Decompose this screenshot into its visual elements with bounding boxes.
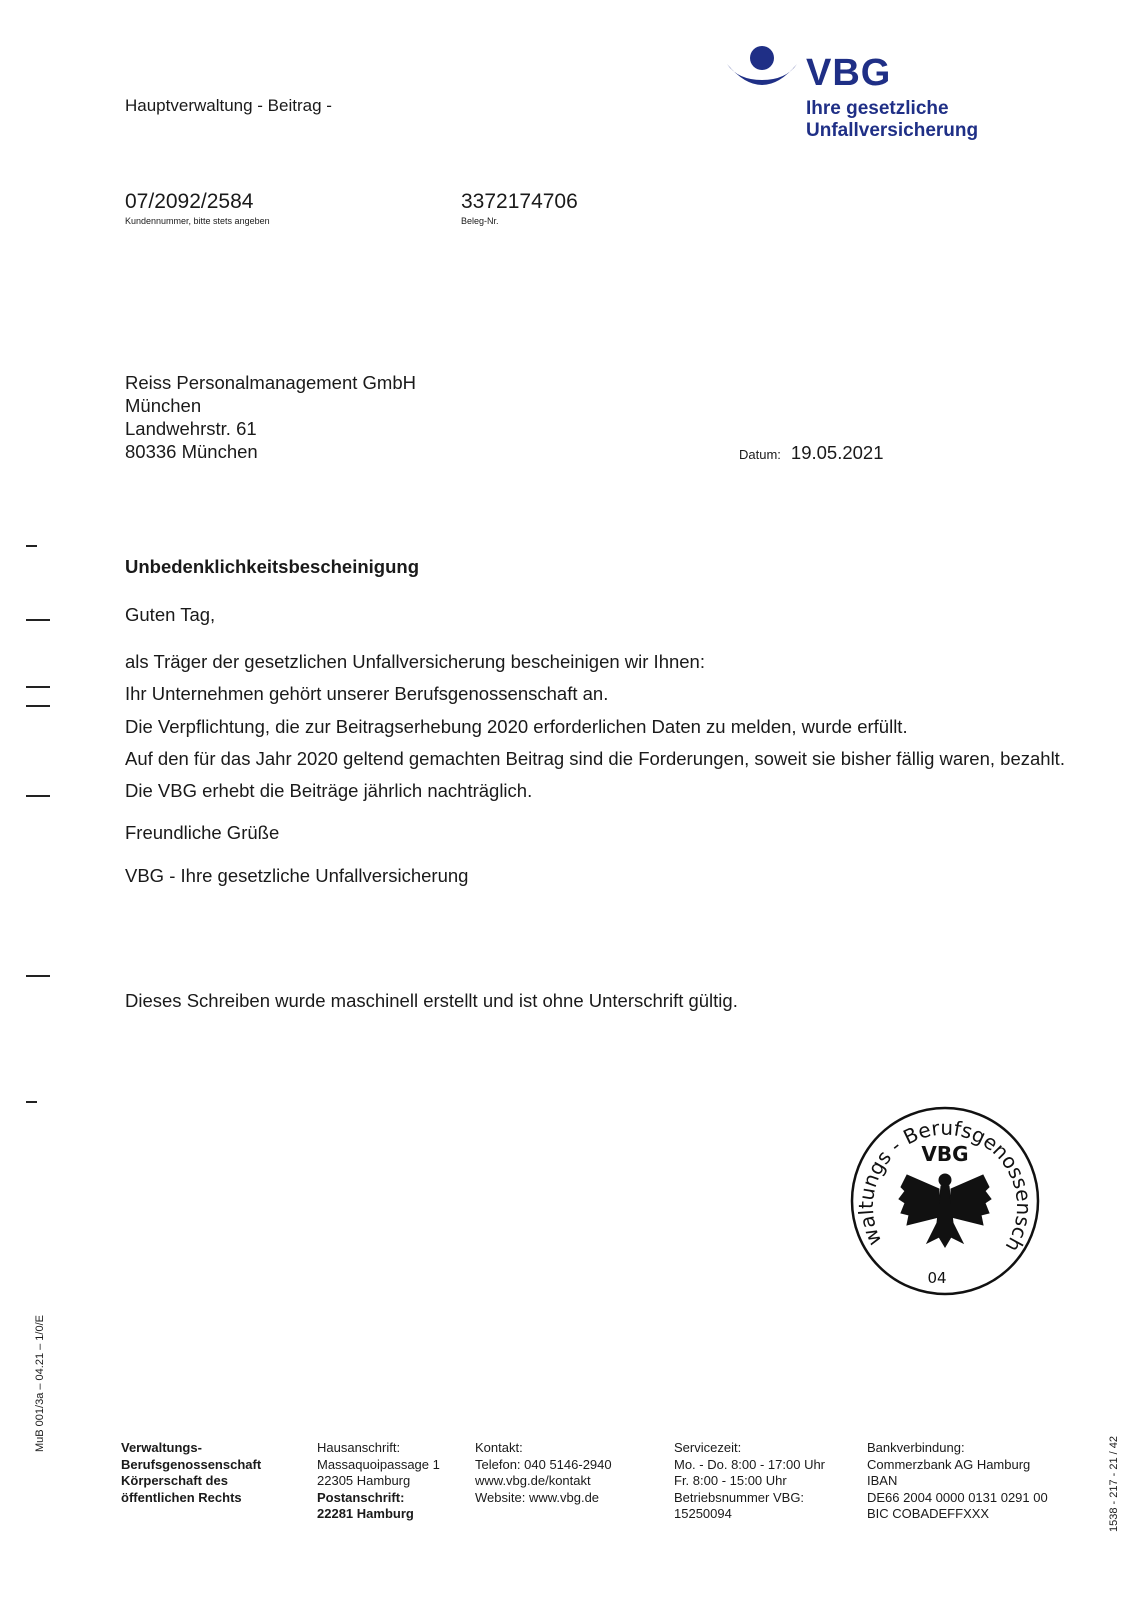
fold-mark bbox=[26, 619, 50, 621]
footer-house-label: Hausanschrift: bbox=[317, 1440, 401, 1455]
footer-service-line: Fr. 8:00 - 15:00 Uhr bbox=[674, 1473, 787, 1488]
seal-number: 04 bbox=[927, 1269, 947, 1287]
footer-post-city: 22281 Hamburg bbox=[317, 1506, 414, 1521]
logo-tagline bbox=[806, 98, 978, 142]
seal-name: VBG bbox=[921, 1142, 969, 1166]
seal-graphic bbox=[849, 1105, 1041, 1297]
vbg-logo bbox=[724, 44, 979, 144]
validity-note: Dieses Schreiben wurde maschinell erstellt und ist ohne Unterschrift gültig. bbox=[125, 990, 738, 1011]
footer-address bbox=[317, 1440, 440, 1523]
footer-organization bbox=[121, 1440, 261, 1506]
footer-service-line: 15250094 bbox=[674, 1506, 732, 1521]
footer-bank-line: DE66 2004 0000 0131 0291 00 bbox=[867, 1489, 1048, 1505]
footer-house-street: Massaquoipassage 1 bbox=[317, 1456, 440, 1472]
fold-mark bbox=[26, 686, 50, 688]
footer-org-line: Körperschaft des bbox=[121, 1473, 228, 1488]
salutation: Guten Tag, bbox=[125, 604, 216, 625]
body-line: Ihr Unternehmen gehört unserer Berufsgenossenschaft an. bbox=[125, 683, 609, 704]
footer-contact-line: Telefon: 040 5146-2940 bbox=[475, 1456, 612, 1472]
date-label: Datum: bbox=[739, 447, 781, 462]
footer-contact-line: Kontakt: bbox=[475, 1440, 523, 1455]
customer-number-caption: Kundennummer, bitte stets angeben bbox=[125, 216, 270, 226]
footer-post-label: Postanschrift: bbox=[317, 1489, 405, 1505]
footer-service-line: Mo. - Do. 8:00 - 17:00 Uhr bbox=[674, 1456, 826, 1472]
fold-mark bbox=[26, 705, 50, 707]
footer-service-line: Servicezeit: bbox=[674, 1440, 742, 1455]
federal-eagle-icon bbox=[899, 1174, 991, 1247]
sender-department: Hauptverwaltung - Beitrag - bbox=[125, 96, 332, 115]
fold-mark bbox=[26, 795, 50, 797]
footer-org-line: öffentlichen Rechts bbox=[121, 1489, 242, 1505]
customer-number: 07/2092/2584 bbox=[125, 190, 254, 213]
recipient-address bbox=[125, 371, 416, 463]
document-number-block bbox=[461, 190, 578, 226]
footer-org-line: Verwaltungs- bbox=[121, 1440, 202, 1455]
footer-bank-line: IBAN bbox=[867, 1473, 898, 1488]
date-block bbox=[739, 442, 884, 464]
logo-tagline-line-2: Unfallversicherung bbox=[806, 120, 979, 141]
seal-ring-text: waltungs - Berufsgenossensch bbox=[853, 1115, 1037, 1257]
fold-mark bbox=[26, 545, 37, 547]
document-number-caption: Beleg-Nr. bbox=[461, 216, 499, 226]
customer-number-block bbox=[125, 190, 270, 226]
body-line: Die Verpflichtung, die zur Beitragserhebung 2020 erforderlichen Daten zu melden, wurde erfüllt. bbox=[125, 716, 908, 737]
signature: VBG - Ihre gesetzliche Unfallversicherung bbox=[125, 865, 469, 886]
vbg-logo-mark-icon bbox=[724, 44, 800, 104]
closing: Freundliche Grüße bbox=[125, 822, 280, 843]
footer-house-city: 22305 Hamburg bbox=[317, 1473, 411, 1488]
footer-service-line: Betriebsnummer VBG: bbox=[674, 1489, 805, 1505]
body-line: als Träger der gesetzlichen Unfallversicherung bescheinigen wir Ihnen: bbox=[125, 651, 705, 672]
footer-contact-line: Website: www.vbg.de bbox=[475, 1489, 600, 1505]
footer-bank bbox=[867, 1440, 1048, 1523]
document-number: 3372174706 bbox=[461, 190, 578, 213]
footer-org-line: Berufsgenossenschaft bbox=[121, 1456, 262, 1472]
body-line: Die VBG erhebt die Beiträge jährlich nachträglich. bbox=[125, 780, 533, 801]
fold-mark bbox=[26, 975, 50, 977]
footer-bank-line: BIC COBADEFFXXX bbox=[867, 1506, 990, 1521]
footer-bank-line: Bankverbindung: bbox=[867, 1440, 965, 1455]
body-line: Auf den für das Jahr 2020 geltend gemachten Beitrag sind die Forderungen, soweit sie bisher fällig waren, bezahlt. bbox=[125, 748, 1065, 769]
footer-service bbox=[674, 1440, 825, 1523]
fold-mark bbox=[26, 1101, 37, 1103]
footer-contact-line: www.vbg.de/kontakt bbox=[475, 1473, 591, 1488]
footer-bank-line: Commerzbank AG Hamburg bbox=[867, 1456, 1031, 1472]
recipient-street: Landwehrstr. 61 bbox=[125, 418, 257, 439]
recipient-city: 80336 München bbox=[125, 441, 258, 462]
recipient-branch: München bbox=[125, 395, 202, 416]
logo-name: VBG bbox=[806, 52, 892, 94]
logo-tagline-line-1: Ihre gesetzliche bbox=[806, 98, 949, 119]
form-code: MuB 001/3a – 04.21 – 1/0/E bbox=[34, 1315, 46, 1452]
date-value: 19.05.2021 bbox=[790, 442, 884, 463]
edge-code: 1538 - 217 - 21 / 42 bbox=[1108, 1435, 1120, 1532]
recipient-company: Reiss Personalmanagement GmbH bbox=[125, 372, 416, 393]
letter-subject: Unbedenklichkeitsbescheinigung bbox=[125, 556, 420, 577]
official-seal bbox=[849, 1105, 1041, 1297]
footer-contact bbox=[475, 1440, 612, 1506]
